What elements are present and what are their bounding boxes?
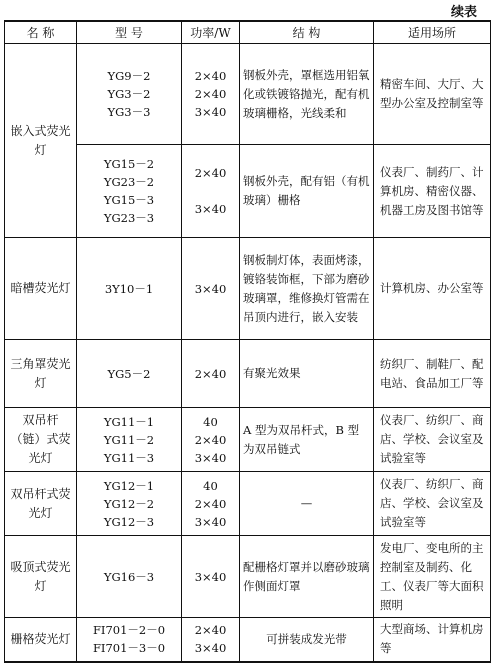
model-value: YG12－1 xyxy=(103,478,155,493)
header-model: 型 号 xyxy=(77,21,182,44)
power-value: 40 xyxy=(203,414,218,429)
structure-cell: — xyxy=(240,472,374,536)
power-cell xyxy=(182,618,240,662)
power-value: 2×40 xyxy=(194,366,227,381)
header-row xyxy=(5,21,491,44)
table-row xyxy=(5,536,491,618)
row-name: 双吊杆式荧光灯 xyxy=(5,472,77,536)
power-cell xyxy=(182,238,240,340)
model-value: YG11－1 xyxy=(103,414,155,429)
row-name: 吸顶式荧光灯 xyxy=(5,536,77,618)
model-value: 3Y10－1 xyxy=(104,281,154,296)
header-structure: 结 构 xyxy=(240,21,374,44)
structure-cell: A 型为双吊杆式，B 型为双吊链式 xyxy=(240,408,374,472)
usage-cell: 精密车间、大厅、大型办公室及控制室等 xyxy=(374,44,491,145)
model-cell xyxy=(77,44,182,145)
table-row xyxy=(5,238,491,340)
row-name: 栅格荧光灯 xyxy=(5,618,77,662)
table-row xyxy=(5,340,491,408)
usage-cell: 计算机房、办公室等 xyxy=(374,238,491,340)
usage-cell: 发电厂、变电所的主控制室及制药、化工、仪表厂等大面积照明 xyxy=(374,536,491,618)
structure-cell: 可拼装成发光带 xyxy=(240,618,374,662)
power-value: 2×40 xyxy=(194,166,227,180)
fluorescent-lamp-table xyxy=(4,20,491,663)
power-value: 3×40 xyxy=(194,514,227,529)
header-name: 名 称 xyxy=(5,21,77,44)
model-cell xyxy=(77,472,182,536)
model-value: YG16－3 xyxy=(103,569,155,584)
structure-cell: 配栅格灯罩并以磨砂玻璃作侧面灯罩 xyxy=(240,536,374,618)
power-value: 2×40 xyxy=(194,623,227,638)
row-name: 三角罩荧光灯 xyxy=(5,340,77,408)
model-value: YG11－3 xyxy=(103,450,155,465)
model-value: YG3－2 xyxy=(107,87,151,101)
power-cell xyxy=(182,44,240,145)
power-value: 3×40 xyxy=(194,450,227,465)
model-cell xyxy=(77,408,182,472)
power-value: 3×40 xyxy=(194,105,227,119)
model-value: YG12－2 xyxy=(103,496,155,511)
header-power: 功率/W xyxy=(182,21,240,44)
power-cell xyxy=(182,408,240,472)
model-value: YG23－2 xyxy=(103,175,155,189)
structure-cell: 钢板制灯体，表面烤漆，镀铬装饰框，下部为磨砂玻璃罩，维修换灯管需在吊顶内进行，嵌入安装 xyxy=(240,238,374,340)
model-value: YG23－3 xyxy=(103,211,155,225)
model-cell xyxy=(77,238,182,340)
table-row xyxy=(5,145,491,238)
power-cell xyxy=(182,145,240,238)
row-name: 暗槽荧光灯 xyxy=(5,238,77,340)
power-value: 2×40 xyxy=(194,432,227,447)
continued-label: 续表 xyxy=(450,5,477,20)
usage-cell: 仪表厂、纺织厂、商店、学校、会议室及试验室等 xyxy=(374,472,491,536)
power-value: 2×40 xyxy=(194,87,227,101)
usage-cell: 仪表厂、纺织厂、商店、学校、会议室及试验室等 xyxy=(374,408,491,472)
header-usage: 适用场所 xyxy=(374,21,491,44)
model-value: FI701－3－0 xyxy=(92,641,166,656)
structure-cell: 有聚光效果 xyxy=(240,340,374,408)
power-cell xyxy=(182,536,240,618)
power-cell xyxy=(182,472,240,536)
model-value: YG12－3 xyxy=(103,514,155,529)
model-cell xyxy=(77,618,182,662)
power-value: 2×40 xyxy=(194,69,227,83)
table-row xyxy=(5,472,491,536)
table-row xyxy=(5,44,491,145)
row-name: 双吊杆（链）式荧光灯 xyxy=(5,408,77,472)
power-value: 2×40 xyxy=(194,496,227,511)
row-name: 嵌入式荧光灯 xyxy=(5,44,77,238)
model-cell xyxy=(77,340,182,408)
model-value: FI701－2－0 xyxy=(92,623,166,638)
power-value: 3×40 xyxy=(194,202,227,216)
model-cell xyxy=(77,145,182,238)
model-value: YG9－2 xyxy=(107,69,151,83)
model-value: YG15－3 xyxy=(103,193,155,207)
table-row xyxy=(5,408,491,472)
power-value: 3×40 xyxy=(194,569,227,584)
model-value: YG5－2 xyxy=(107,366,151,381)
power-value: 40 xyxy=(203,478,218,493)
structure-cell: 钢板外壳，配有铝（有机玻璃）栅格 xyxy=(240,145,374,238)
usage-cell: 大型商场、计算机房等 xyxy=(374,618,491,662)
model-value: YG3－3 xyxy=(107,105,151,119)
power-value: 3×40 xyxy=(194,281,227,296)
usage-cell: 纺织厂、制鞋厂、配电站、食品加工厂等 xyxy=(374,340,491,408)
model-value: YG15－2 xyxy=(103,157,155,171)
usage-cell: 仪表厂、制药厂、计算机房、精密仪器、机器工房及图书馆等 xyxy=(374,145,491,238)
power-value: 3×40 xyxy=(194,641,227,656)
table-row xyxy=(5,618,491,662)
model-value: YG11－2 xyxy=(103,432,155,447)
structure-cell: 钢板外壳，罩框选用铝氧化或铁镀铬抛光，配有机玻璃栅格，光线柔和 xyxy=(240,44,374,145)
power-cell xyxy=(182,340,240,408)
model-cell xyxy=(77,536,182,618)
